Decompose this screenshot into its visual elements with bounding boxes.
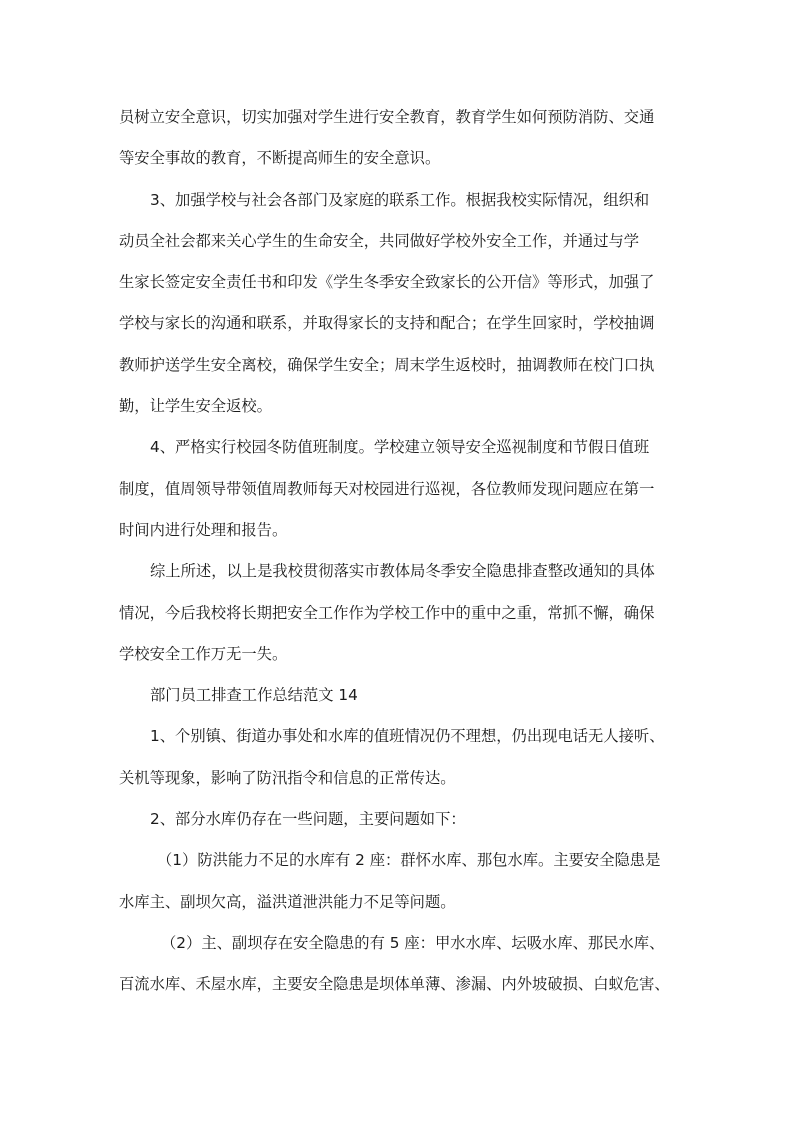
text-line: 教师护送学生安全离校，确保学生安全；周末学生返校时，抽调教师在校门口执 xyxy=(119,355,655,374)
text-line: 员树立安全意识，切实加强对学生进行安全教育，教育学生如何预防消防、交通 xyxy=(119,108,655,126)
text-line: （2）主、副坝存在安全隐患的有 5 座：甲水水库、坛吸水库、那民水库、 xyxy=(161,933,665,952)
text-line: 动员全社会都来关心学生的生命安全，共同做好学校外安全工作，并通过与学 xyxy=(119,231,640,250)
text-line: 制度，值周领导带领值周教师每天对校园进行巡视，各位教师发现问题应在第一 xyxy=(119,479,655,498)
text-line: 3、加强学校与社会各部门及家庭的联系工作。根据我校实际情况，组织和 xyxy=(150,190,650,209)
document-page xyxy=(119,97,679,1006)
text-line: 百流水库、禾屋水库，主要安全隐患是坝体单薄、渗漏、内外坡破损、白蚁危害、 xyxy=(119,975,670,994)
text-line: 学校与家长的沟通和联系，并取得家长的支持和配合；在学生回家时，学校抽调 xyxy=(119,314,655,333)
text-line: 综上所述，以上是我校贯彻落实市教体局冬季安全隐患排查整改通知的具体 xyxy=(150,562,655,581)
text-line: 生家长签定安全责任书和印发《学生冬季安全致家长的公开信》等形式，加强了 xyxy=(119,273,655,292)
text-line: 部门员工排查工作总结范文 14 xyxy=(150,686,358,705)
text-line: 情况，今后我校将长期把安全工作作为学校工作中的重中之重，常抓不懈，确保 xyxy=(119,603,655,622)
text-line: 学校安全工作万无一失。 xyxy=(119,644,288,663)
text-line: 等安全事故的教育，不断提高师生的安全意识。 xyxy=(119,149,441,168)
text-line: 关机等现象，影响了防汛指令和信息的正常传达。 xyxy=(119,768,456,787)
text-line: 时间内进行处理和报告。 xyxy=(119,520,288,539)
text-line: 水库主、副坝欠高，溢洪道泄洪能力不足等问题。 xyxy=(119,892,456,911)
text-line: 4、严格实行校园冬防值班制度。学校建立领导安全巡视制度和节假日值班 xyxy=(150,438,650,457)
text-line: 勤，让学生安全返校。 xyxy=(119,397,272,416)
text-line: 1、个别镇、街道办事处和水库的值班情况仍不理想，仍出现电话无人接听、 xyxy=(150,727,665,746)
text-line: 2、部分水库仍存在一些问题，主要问题如下： xyxy=(150,810,466,829)
text-line: （1）防洪能力不足的水库有 2 座：群怀水库、那包水库。主要安全隐患是 xyxy=(157,851,661,870)
